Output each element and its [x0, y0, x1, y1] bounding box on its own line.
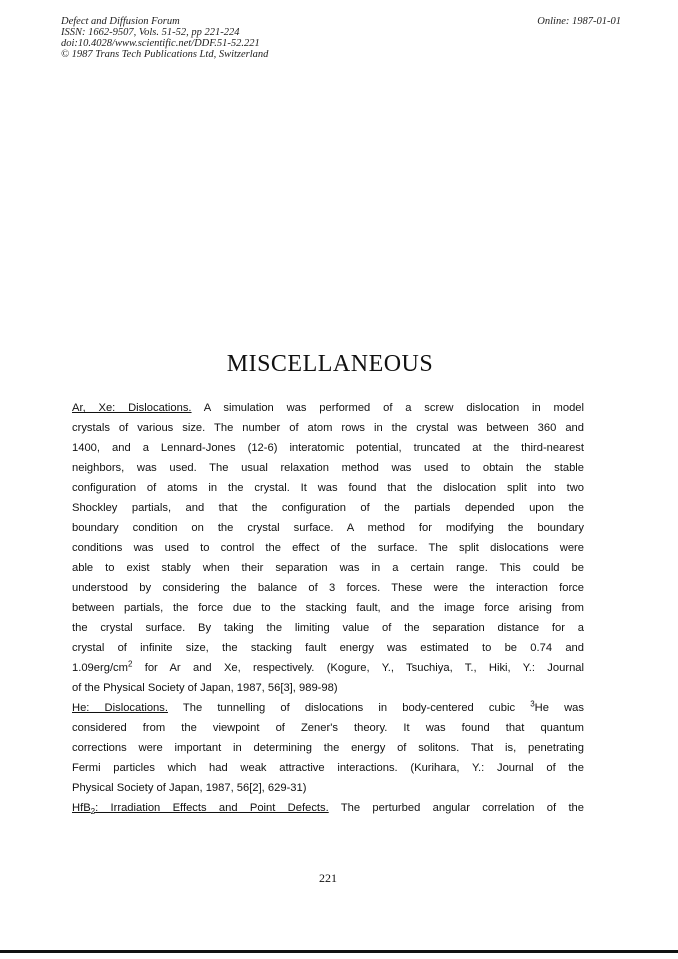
text-line: 1400, and a Lennard-Jones (12-6) interatomic potential, truncated at the third-nearest: [72, 442, 584, 454]
text-line: Shockley partials, and that the configuration of the partials depended upon the: [72, 502, 584, 514]
text-line: understood by considering the balance of 3 forces. These were the interaction force: [72, 582, 584, 594]
superscript: 2: [127, 659, 133, 669]
section-lead: Ar, Xe: Dislocations.: [72, 402, 192, 414]
text-line: boundary condition on the crystal surface. A method for modifying the boundary: [72, 522, 584, 534]
text-fragment: The perturbed angular correlation of the: [328, 802, 584, 814]
text-line: crystals of various size. The number of atom rows in the crystal was between 360 and: [72, 422, 584, 434]
section-lead: [72, 802, 329, 817]
text-line: Physical Society of Japan, 1987, 56[2], 629-31): [72, 782, 307, 794]
text-line: conditions was used to control the effect of the surface. The split dislocations were: [72, 542, 584, 554]
copyright-line: © 1987 Trans Tech Publications Ltd, Switzerland: [61, 49, 269, 60]
text-line: the crystal surface. By taking the limiting value of the separation distance for a: [72, 622, 584, 634]
text-fragment: : Irradiation Effects and Point Defects.: [95, 802, 329, 814]
text-fragment: for Ar and Xe, respectively. (Kogure, Y., Tsuchiya, T., Hiki, Y.: Journal: [132, 662, 584, 674]
text-line: neighbors, was used. The usual relaxation method was used to obtain the stable: [72, 462, 584, 474]
page-title: MISCELLANEOUS: [226, 351, 434, 377]
page-number: 221: [319, 871, 337, 885]
online-date: Online: 1987-01-01: [537, 16, 621, 27]
text-line: configuration of atoms in the crystal. It was found that the dislocation split into two: [72, 482, 584, 494]
text-line: of the Physical Society of Japan, 1987, 56[3], 989-98): [72, 682, 338, 694]
article-body: [72, 398, 584, 818]
text-fragment: He was: [534, 702, 584, 714]
text-fragment: A simulation was performed of a screw dislocation in model: [203, 402, 584, 414]
article-header: [61, 16, 621, 60]
text-line: crystal of infinite size, the stacking fault energy was estimated to be 0.74 and: [72, 642, 584, 654]
text-line: corrections were important in determining the energy of solitons. That is, penetrating: [72, 742, 584, 754]
paragraph-ar-xe: [72, 398, 584, 698]
doi-line: doi:10.4028/www.scientific.net/DDF.51-52.221: [61, 38, 260, 49]
paragraph-hfb2: [72, 798, 584, 818]
subscript: 2: [90, 807, 96, 817]
text-fragment: HfB: [72, 802, 91, 814]
journal-name: Defect and Diffusion Forum: [61, 16, 180, 27]
text-line: [72, 698, 584, 718]
text-line: Fermi particles which had weak attractive interactions. (Kurihara, Y.: Journal of the: [72, 762, 584, 774]
superscript: 3: [530, 699, 535, 709]
section-lead: He: Dislocations.: [72, 702, 168, 714]
text-line: between partials, the force due to the stacking fault, and the image force arising from: [72, 602, 584, 614]
paragraph-he: [72, 698, 584, 798]
footer-rule: [0, 950, 678, 953]
text-line: [72, 798, 584, 818]
text-line: [72, 658, 584, 678]
text-line: considered from the viewpoint of Zener's theory. It was found that quantum: [72, 722, 584, 734]
issn-line: ISSN: 1662-9507, Vols. 51-52, pp 221-224: [61, 27, 240, 38]
text-fragment: The tunnelling of dislocations in body-centered cubic: [167, 702, 531, 714]
text-line: able to exist stably when their separation was in a certain range. This could be: [72, 562, 584, 574]
text-line: [72, 398, 584, 418]
text-fragment: 1.09erg/cm: [72, 662, 128, 674]
